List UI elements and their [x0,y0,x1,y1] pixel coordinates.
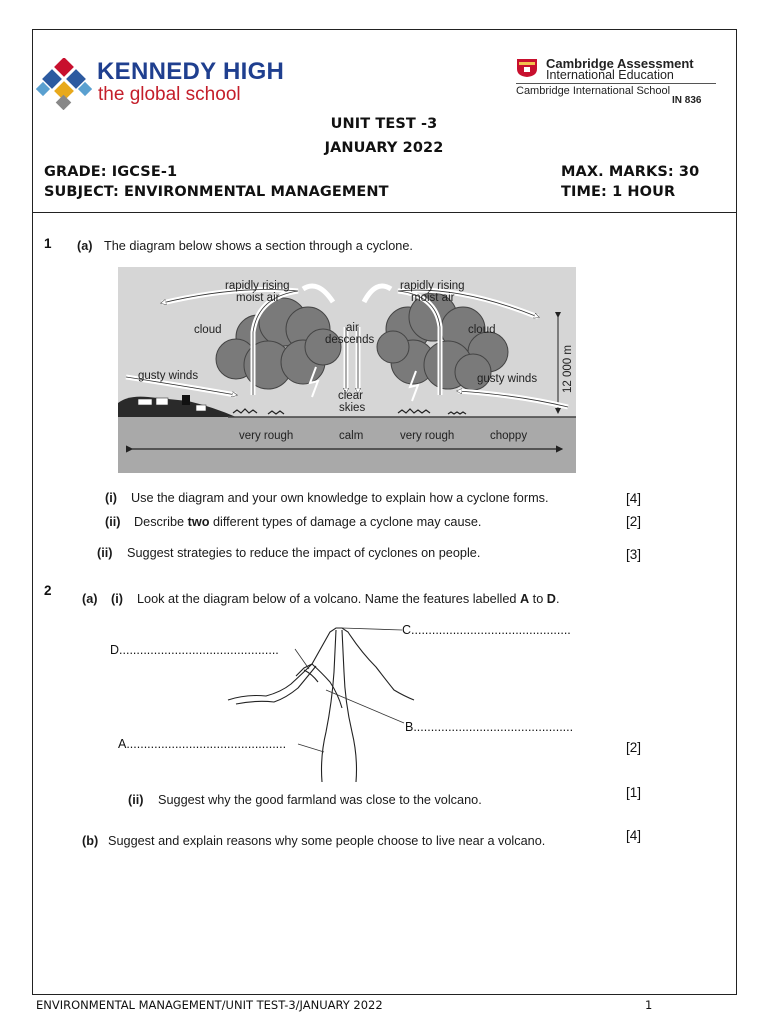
grade: GRADE: IGCSE-1 [44,164,178,180]
board-line2: International Education [546,68,674,82]
board-line1: Cambridge Assessment [546,56,694,71]
label-clear: clear [338,390,363,402]
max-marks: MAX. MARKS: 30 [561,164,700,180]
q1-sub-label: (ii) [97,546,113,560]
label-sea-choppy: choppy [490,430,528,442]
q1-sub-marks: [3] [626,547,642,562]
label-cloud-right: cloud [468,324,496,336]
q2aii-marks: [1] [626,785,642,800]
label-sea-very-rough-2: very rough [400,430,455,442]
volcano-label-a[interactable]: A.............................................. [118,737,287,751]
q2ai-marks: [2] [626,740,642,755]
q2aii-label: (ii) [128,793,144,807]
q2ai-label: (i) [111,592,123,606]
volcano-label-b[interactable]: B.............................................. [405,720,574,734]
q1-sub-marks: [2] [626,514,642,529]
label-cloud-left: cloud [194,324,222,336]
q1-number: 1 [44,236,52,251]
board-rule [516,83,716,84]
label-sea-calm: calm [339,430,364,442]
board-line3: Cambridge International School [516,85,671,97]
label-moist-left: moist air [236,292,280,304]
exam-date: JANUARY 2022 [324,140,444,156]
school-tagline: the global school [98,84,241,105]
label-moist-right: moist air [411,292,455,304]
volcano-label-d[interactable]: D.............................................. [110,643,279,657]
q1-sub-label: (i) [105,491,117,505]
q1-sub-text: Suggest strategies to reduce the impact of cyclones on people. [127,546,481,560]
label-rising-left: rapidly rising [225,280,290,292]
diamond-logo-icon [36,58,92,110]
board-centre-number: IN 836 [672,95,702,106]
label-skies: skies [339,402,366,414]
exam-title: UNIT TEST -3 [330,116,438,132]
q1-sub-text: Describe two different types of damage a cyclone may cause. [134,515,482,529]
label-height: 12 000 m [562,345,574,393]
q1-sub-marks: [4] [626,491,642,506]
q1a-label: (a) [77,239,93,253]
q1a-text: The diagram below shows a section through a cyclone. [104,239,413,253]
school-logo [36,58,92,110]
label-air: air [346,322,359,334]
label-sea-very-rough-1: very rough [239,430,294,442]
q1-sub-text: Use the diagram and your own knowledge to explain how a cyclone forms. [131,491,549,505]
label-gusty-right: gusty winds [477,373,538,385]
page-number: 1 [645,998,653,1012]
subject: SUBJECT: ENVIRONMENTAL MANAGEMENT [44,184,389,200]
q2ai-text: Look at the diagram below of a volcano. Name the features labelled A to D. [137,592,560,606]
label-descends: descends [325,334,375,346]
school-name: KENNEDY HIGH [97,58,285,85]
cambridge-crest-icon [516,58,538,78]
q2aii-text: Suggest why the good farmland was close to the volcano. [158,793,482,807]
volcano-label-c[interactable]: C.............................................. [402,623,571,637]
q2a-label: (a) [82,592,98,606]
q2b-marks: [4] [626,828,642,843]
header-divider [32,212,737,213]
q2-number: 2 [44,583,52,598]
label-gusty-left: gusty winds [138,370,199,382]
label-rising-right: rapidly rising [400,280,465,292]
q2b-label: (b) [82,834,99,848]
cyclone-diagram [118,267,576,473]
footer-title: ENVIRONMENTAL MANAGEMENT/UNIT TEST-3/JANUARY 2022 [36,998,383,1012]
q2b-text: Suggest and explain reasons why some people choose to live near a volcano. [108,834,546,848]
cyclone-diagram-svg [118,267,576,473]
time-allowed: TIME: 1 HOUR [561,184,676,200]
q1-sub-label: (ii) [105,515,121,529]
